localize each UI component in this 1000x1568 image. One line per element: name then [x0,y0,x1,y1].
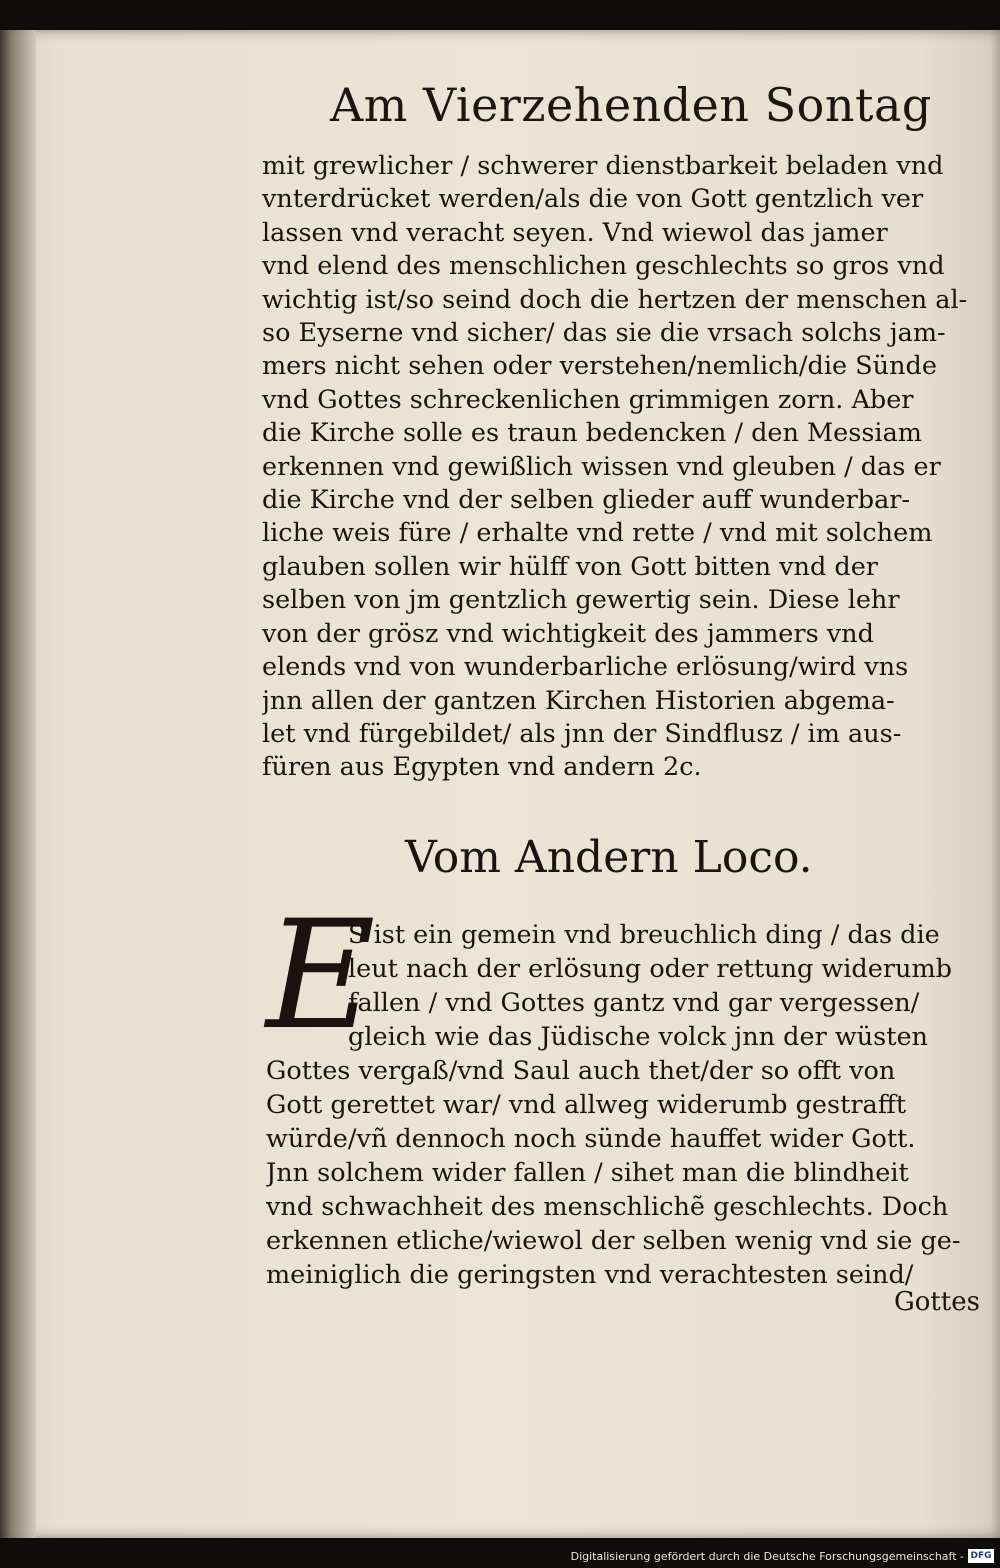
catchword: Gottes [893,1287,980,1317]
text-line: S ist ein gemein vnd breuchlich ding / das die [348,920,940,950]
text-line: lassen vnd veracht seyen. Vnd wiewol das jamer [262,217,888,248]
text-line: selben von jm gentzlich gewertig sein. Diese lehr [262,585,900,616]
paragraph-2-indented [348,918,978,1054]
text-line: glauben sollen wir hülff von Gott bitten vnd der [262,551,878,582]
drop-cap-initial: E [266,889,376,1063]
text-line: vnd elend des menschlichen geschlechts so gros vnd [262,251,945,282]
text-line: vnterdrücket werden/als die von Gott gentzlich ver [262,184,924,215]
text-line: vnd schwachheit des menschlichẽ geschlechts. Doch [266,1192,949,1222]
text-line: liche weis füre / erhalte vnd rette / vnd mit solchem [262,518,933,549]
text-line: Jnn solchem wider fallen / sihet man die blindheit [266,1158,909,1188]
paragraph-1 [262,150,972,785]
text-line: elends vnd von wunderbarliche erlösung/wird vns [262,652,909,683]
text-line: mit grewlicher / schwerer dienstbarkeit beladen vnd [262,151,944,181]
text-line: jnn allen der gantzen Kirchen Historien abgema- [262,685,895,716]
dfg-logo-icon: DFG [968,1549,994,1563]
text-line: würde/vñ dennoch noch sünde hauffet wider Gott. [266,1124,916,1154]
paragraph-2 [266,1054,978,1292]
text-line: so Eyserne vnd sicher/ das sie die vrsach solchs jam- [262,318,946,349]
running-head: Am Vierzehenden Sontag [330,78,932,132]
text-line: die Kirche solle es traun bedencken / den Messiam [262,418,922,449]
text-line: erkennen etliche/wiewol der selben wenig vnd sie ge- [266,1226,961,1256]
text-line: Gottes vergaß/vnd Saul auch thet/der so offt von [266,1056,896,1086]
text-line: leut nach der erlösung oder rettung widerumb [348,954,952,984]
text-line: von der grösz vnd wichtigkeit des jammers vnd [262,618,874,649]
text-line: mers nicht sehen oder verstehen/nemlich/die Sünde [262,351,937,382]
text-line: wichtig ist/so seind doch die hertzen der menschen al- [262,284,968,315]
section-heading: Vom Andern Loco. [405,832,813,883]
digitization-credit: Digitalisierung gefördert durch die Deutsche Forschungsgemeinschaft - [570,1550,964,1563]
page-gutter-shadow [0,30,36,1538]
text-line: die Kirche vnd der selben glieder auff wunderbar- [262,485,911,516]
text-line: vnd Gottes schreckenlichen grimmigen zorn. Aber [262,384,914,415]
text-line: let vnd fürgebildet/ als jnn der Sindflusz / im aus- [262,718,902,749]
text-line: fallen / vnd Gottes gantz vnd gar vergessen/ [348,988,920,1018]
text-line: Gott gerettet war/ vnd allweg widerumb gestrafft [266,1090,907,1120]
text-line: erkennen vnd gewißlich wissen vnd gleuben / das er [262,451,941,482]
text-line: füren aus Egypten vnd andern 2c. [262,752,702,783]
text-line: gleich wie das Jüdische volck jnn der wüsten [348,1022,928,1052]
text-line: meiniglich die geringsten vnd verachtesten seind/ [266,1260,914,1290]
